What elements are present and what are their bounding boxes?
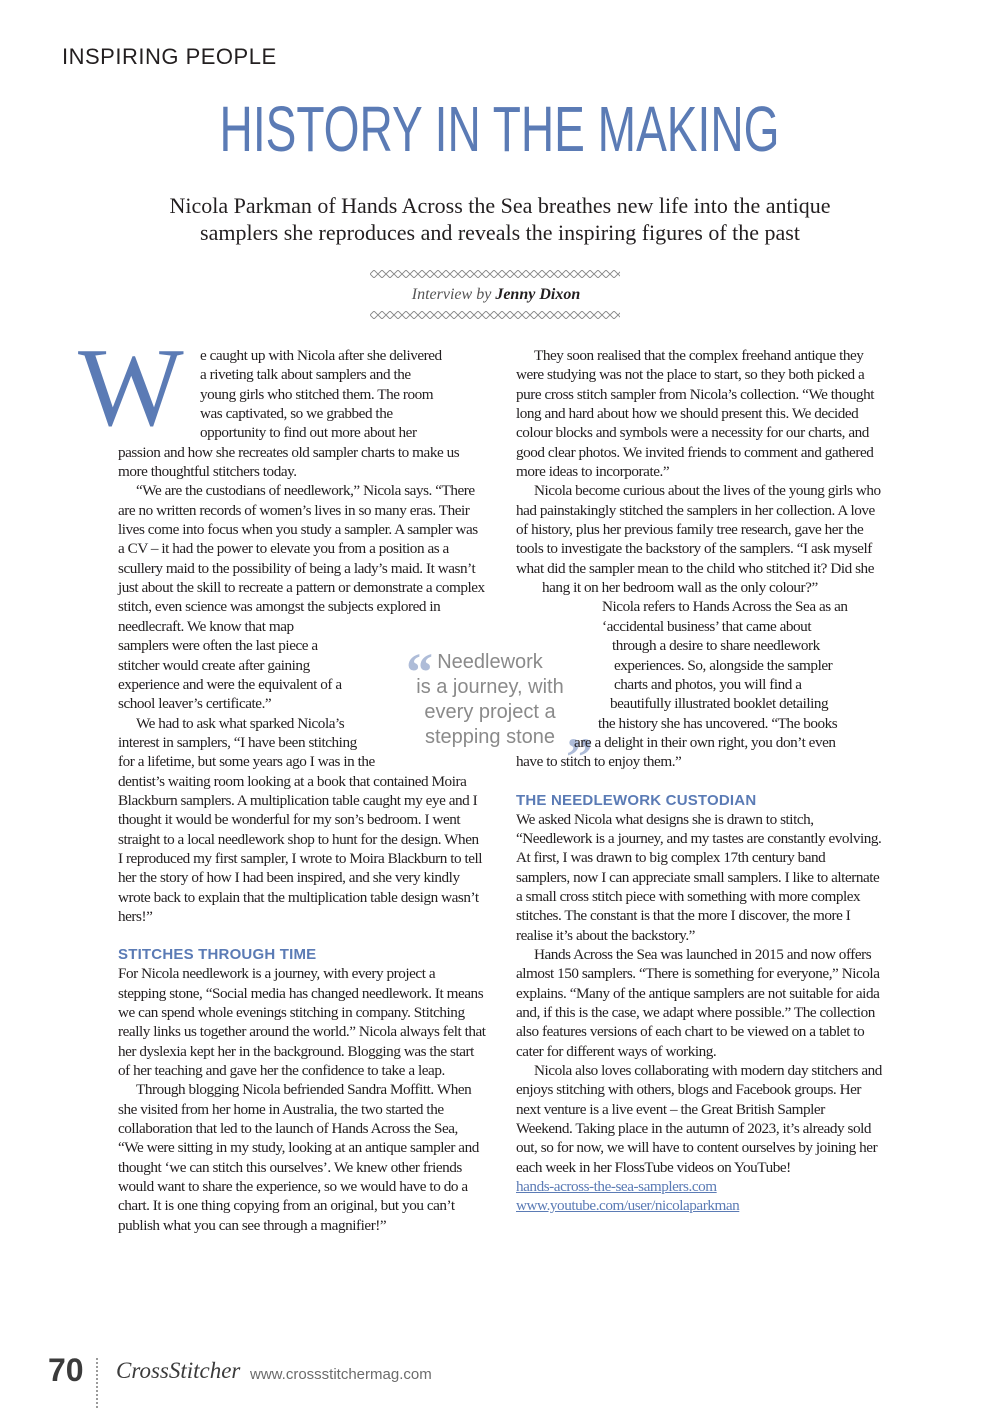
website-link[interactable]: hands-across-the-sea-samplers.com — [516, 1178, 717, 1196]
article-column-left — [118, 346, 486, 1235]
paragraph: Hands Across the Sea was launched in 2015 and now offers almost 150 samplers. “There is something for everyone,” Nicola explains. “Many of the antique samplers are not suitable for aida and, if this is the case, we adapt where possible.” The collection also features versions of each chart to be viewed on a tablet to cater for different ways of working. — [516, 945, 880, 1060]
text-line: interest in samplers, “I have been stitching — [118, 733, 357, 751]
text-line: samplers were often the last piece a — [118, 637, 318, 655]
byline-author: Jenny Dixon — [495, 286, 581, 303]
page-number: 70 — [48, 1352, 84, 1388]
pull-quote-line: Needlework — [437, 651, 543, 673]
section-heading: STITCHES THROUGH TIME — [118, 946, 317, 964]
text-line: e caught up with Nicola after she delivered — [200, 347, 442, 364]
footer-divider — [96, 1358, 102, 1408]
decorative-divider-top — [370, 270, 620, 278]
text-line: charts and photos, you will find a — [614, 675, 802, 693]
section-label: INSPIRING PEOPLE — [62, 44, 277, 69]
open-quote-icon: “ — [406, 642, 433, 702]
article-column-right — [516, 346, 882, 1216]
paragraph: Nicola also loves collaborating with modern day stitchers and enjoys stitching with others, blogs and Facebook groups. Her next venture is a live event – the Great British Sampler Weekend. Taking place in the autumn of 2023, it’s already sold out, so for now, we will have to content ourselves by joining her each week in her FlossTube videos on YouTube! — [516, 1062, 882, 1176]
text-line: experience and were the equivalent of a — [118, 675, 342, 693]
text-line: beautifully illustrated booklet detailing — [610, 695, 829, 713]
text-line: are a delight in their own right, you don’t even — [574, 733, 836, 751]
text-line: school leaver’s certificate.” — [118, 695, 272, 713]
text-line: was captivated, so we grabbed the — [200, 405, 393, 423]
byline-prefix: Interview by — [411, 286, 492, 303]
drop-cap: W — [78, 326, 184, 450]
text-line: hang it on her bedroom wall as the only colour?” — [542, 579, 818, 597]
paragraph: For Nicola needlework is a journey, with every project a stepping stone, “Social media has changed needlework. It means we can spend whole evenings stitching in company. Stitching really links us together around the world.” Nicola always felt that her dyslexia kept her in the background. Blogging was the start of her teaching and gave her the confidence to take a leap. — [118, 965, 486, 1080]
decorative-divider-bottom — [370, 311, 620, 319]
text-line: for a lifetime, but some years ago I was in the — [118, 753, 375, 771]
text-line: stitcher would create after gaining — [118, 656, 310, 674]
close-quote-icon: ” — [566, 727, 593, 787]
standfirst-line: samplers she reproduces and reveals the inspiring figures of the past — [200, 220, 800, 245]
text-line: opportunity to find out more about her — [200, 424, 417, 442]
text-line: through a desire to share needlework — [612, 637, 820, 655]
youtube-link[interactable]: www.youtube.com/user/nicolaparkman — [516, 1197, 740, 1215]
magazine-url: www.crossstitchermag.com — [250, 1366, 432, 1383]
pull-quote-line: every project a — [424, 701, 556, 723]
paragraph: We asked Nicola what designs she is drawn to stitch, “Needlework is a journey, and my tastes are constantly evolving. At first, I was drawn to big complex 17th century band samplers, now I can appreciate small samplers. I like to alternate a small cross stitch piece with something with more complex stitches. The constant is that the more I discover, the more I realise it’s about the backstory.” — [516, 810, 882, 944]
pull-quote-line: stepping stone — [424, 726, 556, 748]
standfirst — [90, 192, 910, 246]
paragraph: “We are the custodians of needlework,” Nicola says. “There are no written records of women’s lives in so many eras. Their lives come into focus when you study a sampler. A sampler was a CV – it had the power to elevate you from a position as a scullery maid to the possibility of being a lady’s maid. It wasn’t just about the skill to recreate a pattern or demonstrate a complex stitch, even science was amongst the subjects explored in needlecraft. We know that map — [118, 482, 485, 635]
section-heading: THE NEEDLEWORK CUSTODIAN — [516, 791, 757, 809]
intro-indented — [118, 346, 486, 443]
paragraph: dentist’s waiting room looking at a book that contained Moira Blackburn samplers. A multiplication table caught my eye and I thought it would be wonderful for my son’s bedroom. I went straight to a local needlework shop to hunt for the design. When I reproduced my first sampler, I wrote to Moira Blackburn to tell her the story of how I had been inspired, and she very kindly wrote back to explain that the multiplication table design wasn’t hers!” — [118, 772, 483, 925]
byline — [0, 286, 992, 304]
text-line: young girls who stitched them. The room — [200, 385, 434, 403]
text-line: a riveting talk about samplers and the — [200, 366, 411, 384]
text-line: We had to ask what sparked Nicola’s — [136, 714, 345, 732]
paragraph: They soon realised that the complex freehand antique they were studying was not the place to start, so they both picked a pure cross stitch sampler from Nicola’s collection. “We thought long and hard about how we should present this. We decided colour blocks and symbols were a necessity for our charts, and good clear photos. We invited friends to comment and gathered more ideas to incorporate.” — [516, 347, 875, 481]
text-line: ‘accidental business’ that came about — [602, 617, 812, 635]
paragraph: Through blogging Nicola befriended Sandra Moffitt. When she visited from her home in Australia, the two started the collaboration that led to the launch of Hands Across the Sea, “We were sitting in my study, looking at an antique sampler and thought ‘we can stitch this ourselves’. We knew other friends would want to share the experience, so we would have to do a chart. It is one thing copying from an original, but you can’t publish what you can see through a magnifier!” — [118, 1081, 479, 1234]
text-line: experiences. So, alongside the sampler — [614, 656, 833, 674]
text-line: the history she has uncovered. “The books — [598, 714, 838, 732]
pull-quote-line: is a journey, with — [416, 676, 564, 698]
paragraph: have to stitch to enjoy them.” — [516, 753, 682, 771]
page-title: HISTORY IN THE MAKING — [219, 93, 780, 165]
text-line: Nicola refers to Hands Across the Sea as an — [602, 598, 848, 616]
paragraph: Nicola become curious about the lives of the young girls who had painstakingly stitched the samplers in her collection. A love of history, plus her previous family tree research, gave her the tools to investigate the backstory of the samplers. “I ask myself what did the sampler mean to the child who stitched it? Did she — [516, 482, 881, 577]
paragraph-narrow — [516, 597, 882, 752]
magazine-logo: CrossStitcher — [116, 1358, 241, 1383]
paragraph: passion and how she recreates old sampler charts to make us more thoughtful stitchers today. — [118, 443, 460, 481]
standfirst-line: Nicola Parkman of Hands Across the Sea breathes new life into the antique — [169, 193, 831, 218]
